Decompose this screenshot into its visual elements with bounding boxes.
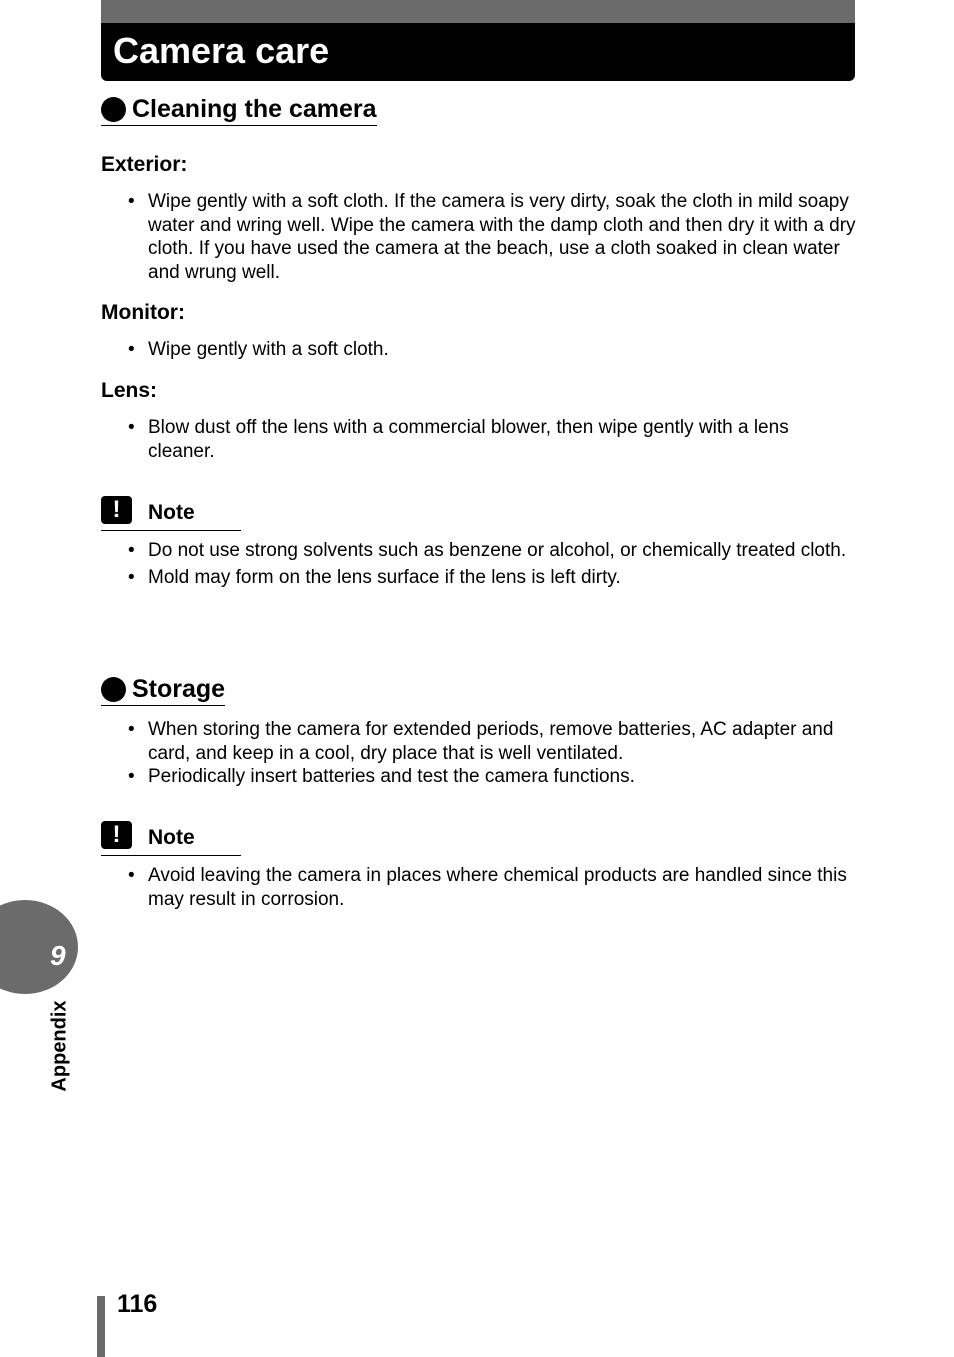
note-heading-cleaning	[101, 496, 241, 531]
exterior-list	[128, 190, 858, 284]
page-title-bar	[101, 0, 855, 81]
list-item: • Wipe gently with a soft cloth.	[128, 338, 858, 362]
storage-list	[128, 718, 858, 789]
title-top-stripe	[101, 0, 855, 23]
list-item: • Blow dust off the lens with a commercial blower, then wipe gently with a lens cleaner.	[128, 416, 858, 463]
page-number-bar	[97, 1296, 105, 1357]
section-heading-storage	[101, 674, 225, 706]
list-item: • When storing the camera for extended periods, remove batteries, AC adapter and card, and keep in a cool, dry place that is well ventilated.	[128, 718, 858, 765]
monitor-heading: Monitor:	[101, 301, 185, 324]
bullet-circle-icon	[101, 677, 126, 702]
exclamation-icon: !	[101, 496, 132, 524]
note-list-storage	[128, 864, 858, 911]
exclamation-icon: !	[101, 821, 132, 849]
chapter-number: 9	[50, 940, 66, 971]
section-heading-cleaning	[101, 94, 377, 126]
page-number: 116	[117, 1290, 158, 1318]
section-heading-text: Storage	[132, 675, 226, 703]
list-item: • Wipe gently with a soft cloth. If the camera is very dirty, soak the cloth in mild soapy water and wring well. Wipe the camera with the damp cloth and then dry it with a dry cloth. If you have used the camera at the beach, use a cloth soaked in clean water and wrung well.	[128, 190, 858, 284]
list-item: • Do not use strong solvents such as benzene or alcohol, or chemically treated cloth.	[128, 539, 858, 563]
note-label: Note	[148, 826, 195, 849]
lens-heading: Lens:	[101, 379, 158, 402]
exterior-heading: Exterior:	[101, 153, 188, 176]
page-title: Camera care	[113, 30, 330, 71]
bullet-circle-icon	[101, 97, 126, 122]
note-label: Note	[148, 501, 195, 524]
lens-list	[128, 416, 858, 463]
note-list-cleaning	[128, 539, 858, 589]
monitor-list	[128, 338, 858, 362]
list-item: • Avoid leaving the camera in places where chemical products are handled since this may result in corrosion.	[128, 864, 858, 911]
chapter-tab	[0, 900, 78, 994]
list-item: • Mold may form on the lens surface if the lens is left dirty.	[128, 566, 858, 590]
note-heading-storage	[101, 821, 241, 856]
list-item: • Periodically insert batteries and test the camera functions.	[128, 765, 858, 789]
chapter-label: Appendix	[48, 1000, 71, 1092]
section-heading-text: Cleaning the camera	[132, 95, 377, 123]
